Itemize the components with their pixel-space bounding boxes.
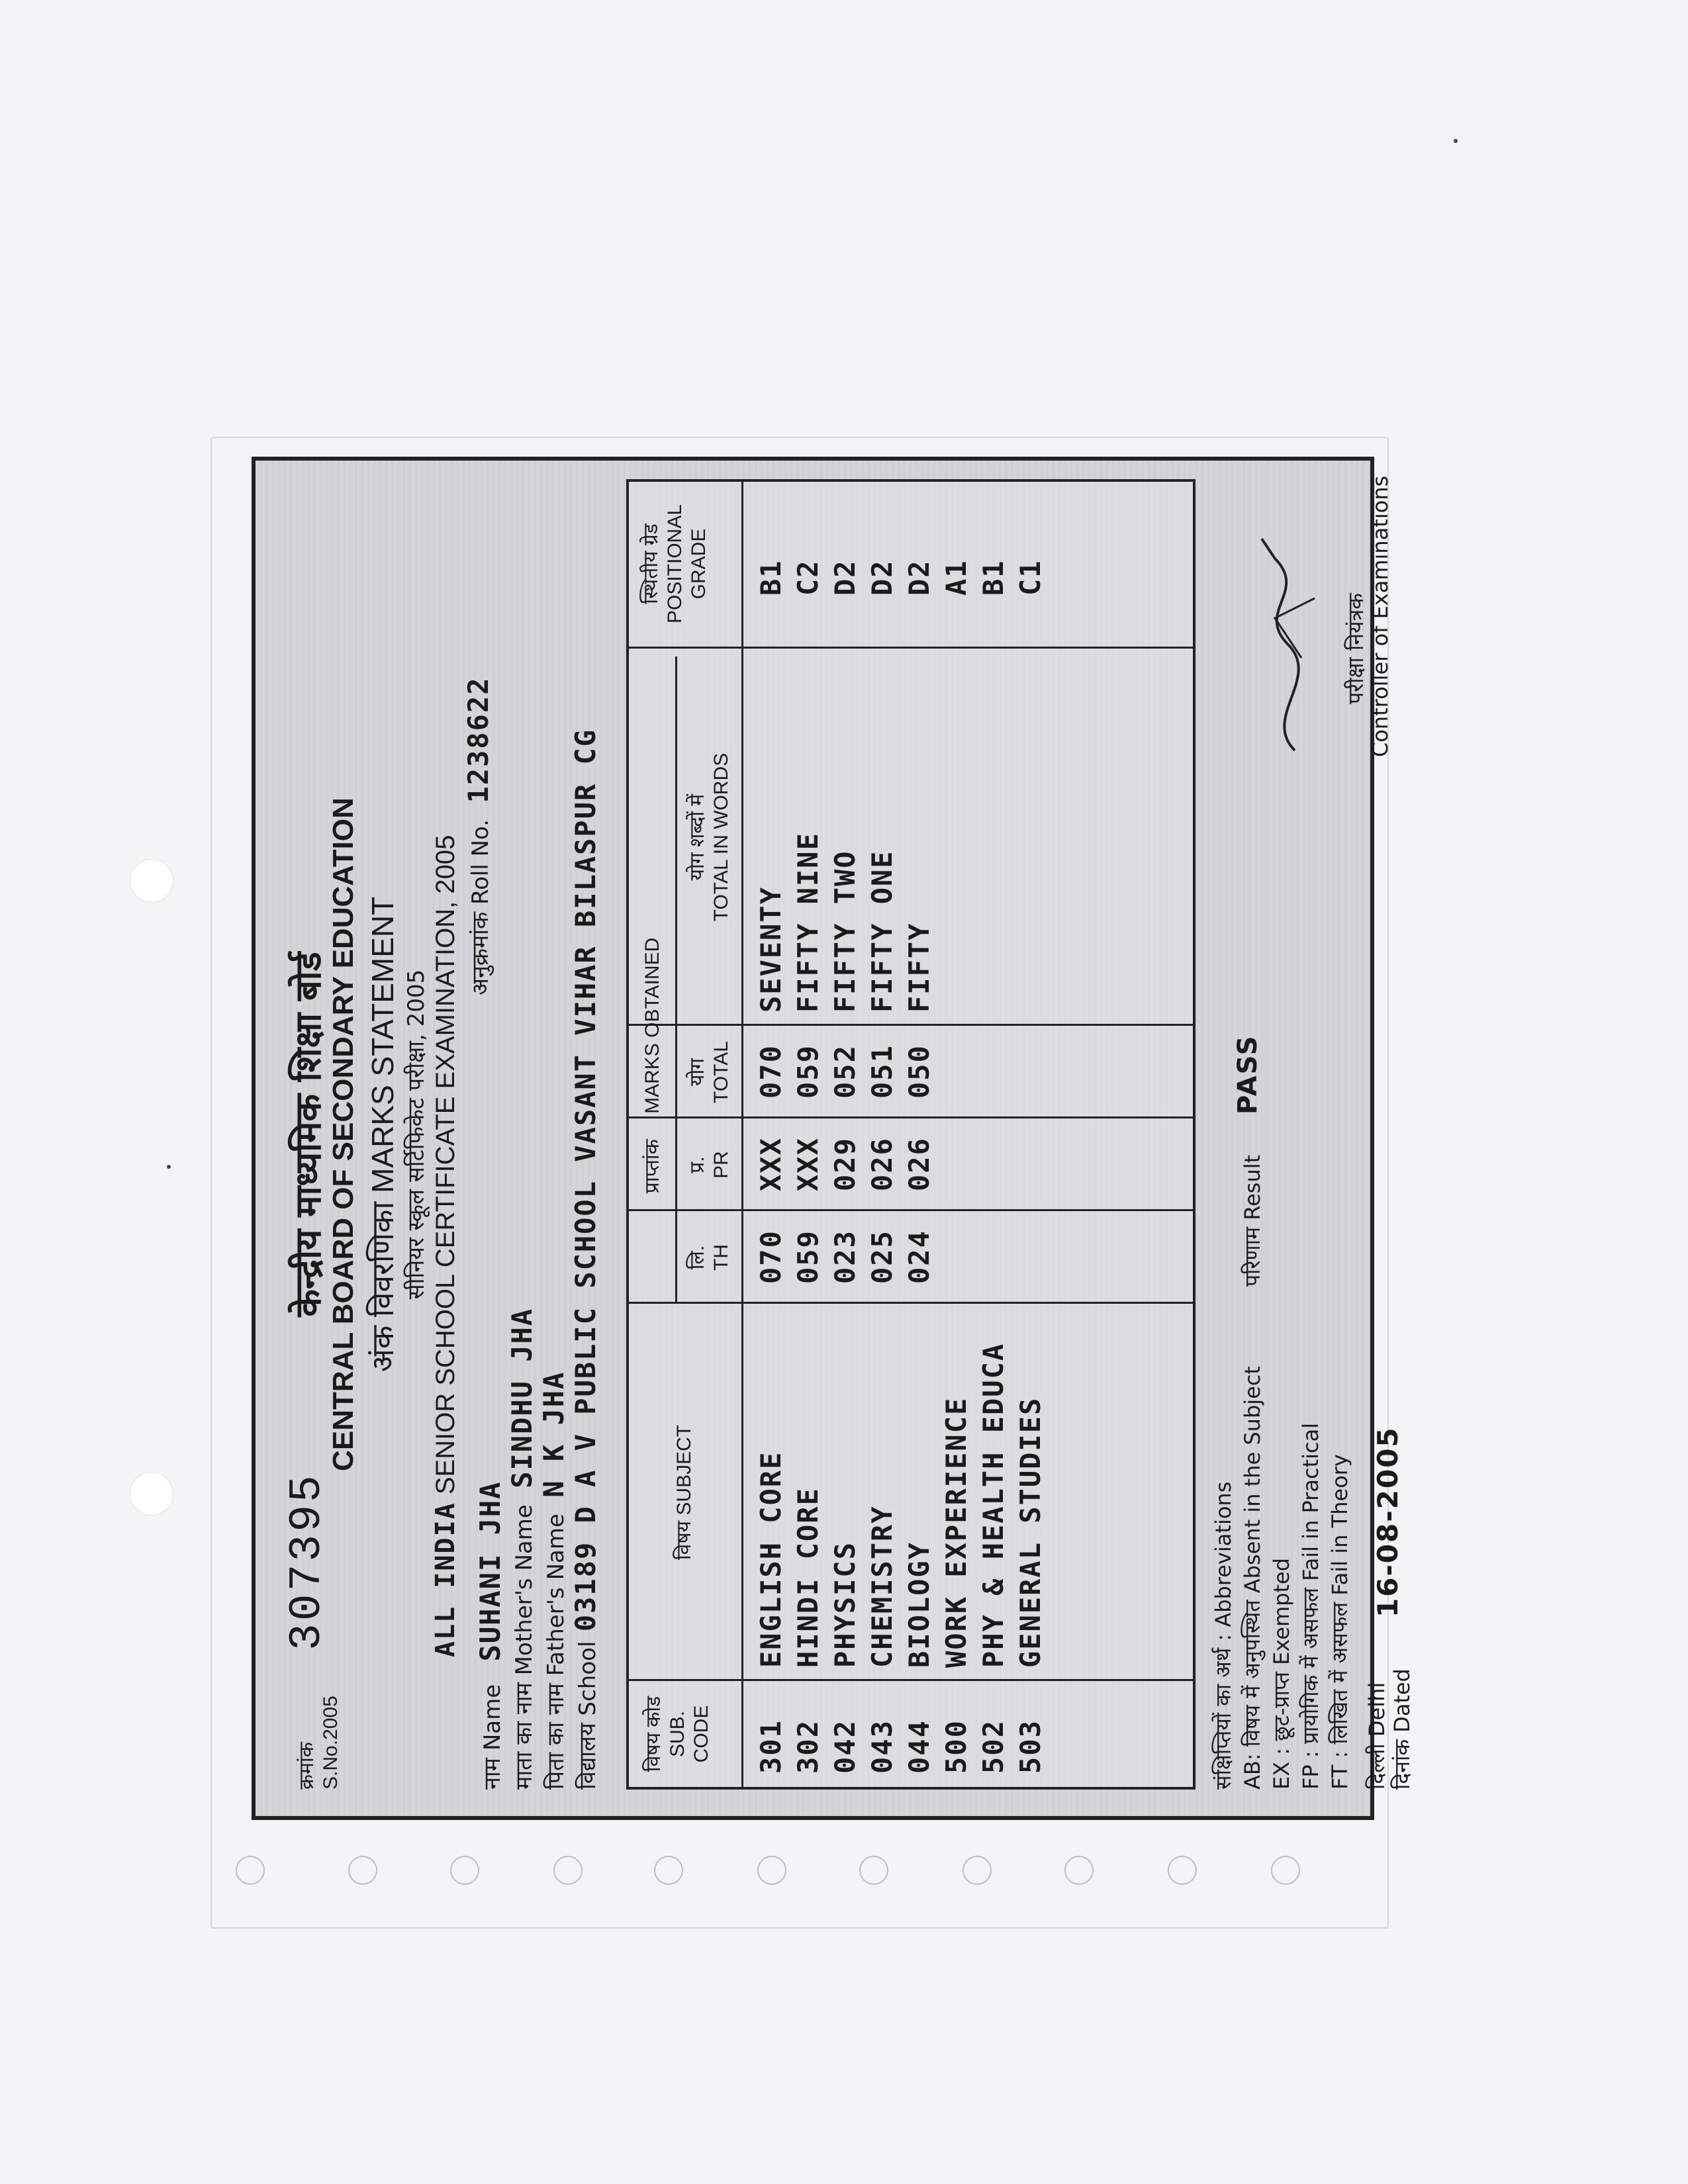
- result-value: PASS: [1233, 1034, 1263, 1115]
- header-grade-hindi: स्थितीय ग्रेड: [640, 523, 662, 604]
- abbr-fail-practical: FP : प्रायोगिक में असफल Fail in Practical: [1298, 1422, 1323, 1790]
- binder-ring: [348, 1856, 377, 1885]
- cell-pr: XXX: [792, 1137, 824, 1191]
- cell-code: 301: [755, 1719, 787, 1774]
- cell-code: 500: [940, 1719, 972, 1774]
- cell-code: 502: [977, 1719, 1009, 1774]
- cell-subject: HINDI CORE: [792, 1487, 824, 1668]
- serial-number: 307395: [282, 1473, 333, 1651]
- header-total: [686, 1026, 733, 1118]
- binder-ring: [859, 1856, 888, 1885]
- cell-subject: BIOLOGY: [903, 1541, 935, 1668]
- certificate-body: [252, 457, 1415, 1820]
- result-label: परिणाम Result: [1240, 1154, 1265, 1287]
- exam-name-english: [430, 835, 461, 1657]
- cell-th: 024: [903, 1230, 935, 1284]
- marks-table: [626, 479, 1196, 1790]
- cell-grade: B1: [977, 559, 1009, 596]
- binder-ring: [450, 1856, 479, 1885]
- abbr-fail-theory: FT : लिखित में असफल Fail in Theory: [1327, 1454, 1352, 1790]
- header-pr: [686, 1118, 733, 1211]
- abbreviations-title: संक्षिप्तियों का अर्थ : Abbreviations: [1211, 1481, 1236, 1790]
- controller-english: Controller of Examinations: [1368, 475, 1393, 757]
- cell-total: 051: [866, 1044, 898, 1099]
- cell-subject: ENGLISH CORE: [755, 1451, 787, 1668]
- header-total-hindi: योग: [686, 1058, 708, 1087]
- cell-grade: B1: [755, 559, 787, 596]
- exam-prefix: ALL INDIA: [430, 1502, 461, 1657]
- cell-subject: PHYSICS: [829, 1541, 861, 1668]
- cell-words: FIFTY: [903, 922, 935, 1013]
- table-row: [1014, 482, 1051, 1787]
- header-sub-code: [642, 1681, 714, 1787]
- binder-ring: [962, 1856, 992, 1885]
- cell-words: SEVENTY: [755, 886, 787, 1013]
- header-grade-english: POSITIONAL GRADE: [664, 504, 710, 624]
- cell-grade: C2: [792, 559, 824, 596]
- table-row: [829, 482, 866, 1787]
- board-name-hindi: केन्द्रीय माध्यमिक शिक्षा बोर्ड: [287, 952, 329, 1317]
- cell-th: 059: [792, 1230, 824, 1284]
- roll-label: अनुक्रमांक Roll No.: [467, 819, 494, 995]
- header-sub-code-hindi: विषय कोड: [643, 1696, 665, 1772]
- cell-words: FIFTY ONE: [866, 850, 898, 1013]
- cell-words: FIFTY TWO: [829, 850, 861, 1013]
- school-row: [569, 729, 602, 1790]
- cell-total: 052: [829, 1044, 861, 1099]
- binder-ring: [757, 1856, 786, 1885]
- mother-row: [506, 1308, 538, 1790]
- date-label: दिनांक Dated: [1389, 1668, 1415, 1790]
- place-label: दिल्ली Delhi: [1364, 1682, 1389, 1790]
- cell-th: 025: [866, 1230, 898, 1284]
- header-marks-hindi: प्राप्तांक: [641, 1139, 663, 1194]
- cell-code: 042: [829, 1719, 861, 1774]
- header-words-hindi: योग शब्दों में: [686, 794, 708, 881]
- sno-label-hindi: क्रमांक: [296, 1742, 318, 1790]
- header-subject: विषय SUBJECT: [673, 1424, 695, 1561]
- cell-words: FIFTY NINE: [792, 832, 824, 1013]
- cell-th: 070: [755, 1230, 787, 1284]
- cell-subject: GENERAL STUDIES: [1014, 1396, 1047, 1668]
- cell-grade: C1: [1014, 559, 1047, 596]
- binder-ring: [1064, 1856, 1094, 1885]
- board-name-english: CENTRAL BOARD OF SECONDARY EDUCATION: [327, 797, 359, 1471]
- table-row: [792, 482, 829, 1787]
- speck: [167, 1165, 171, 1169]
- header-sub-code-english: SUB. CODE: [667, 1705, 712, 1763]
- header-total-english: TOTAL: [710, 1041, 732, 1103]
- father-name: N K JHA: [538, 1371, 570, 1498]
- header-marks-english: MARKS OBTAINED: [641, 937, 663, 1114]
- cell-total: 059: [792, 1044, 824, 1099]
- issue-date: 16-08-2005: [1372, 1426, 1404, 1617]
- abbr-absent: AB: विषय में अनुपस्थित Absent in the Subject: [1240, 1366, 1265, 1790]
- father-label: पिता का नाम Father's Name: [543, 1514, 569, 1790]
- cell-subject: PHY & HEALTH EDUCA: [977, 1342, 1009, 1668]
- cell-code: 302: [792, 1719, 824, 1774]
- header-th-hindi: लि.: [686, 1245, 708, 1270]
- sno-label-english: S.No.2005: [320, 1696, 342, 1790]
- father-row: [538, 1371, 570, 1790]
- cell-th: 023: [829, 1230, 861, 1284]
- header-th: [686, 1211, 733, 1304]
- candidate-name: SUHANI JHA: [474, 1480, 506, 1662]
- cell-code: 503: [1014, 1719, 1047, 1774]
- table-row: [977, 482, 1014, 1787]
- header-pr-hindi: प्र.: [686, 1156, 708, 1173]
- cell-subject: WORK EXPERIENCE: [940, 1396, 972, 1668]
- name-label: नाम Name: [479, 1684, 506, 1790]
- cell-total: 070: [755, 1044, 787, 1099]
- binder-ring: [553, 1856, 583, 1885]
- binder-ring: [1168, 1856, 1197, 1885]
- mother-label: माता का नाम Mother's Name: [511, 1504, 538, 1790]
- binder-ring: [1271, 1856, 1300, 1885]
- name-row: [474, 1481, 506, 1790]
- header-words-english: TOTAL IN WORDS: [710, 752, 732, 922]
- cell-pr: 029: [829, 1137, 861, 1191]
- cell-grade: A1: [940, 559, 972, 596]
- punch-hole-top: [130, 859, 173, 903]
- header-total-words: [686, 649, 733, 1026]
- cell-grade: D2: [829, 559, 861, 596]
- table-row: [903, 482, 940, 1787]
- header-marks-obtained: [641, 827, 665, 1304]
- roll-row: [462, 676, 494, 995]
- controller-hindi: परीक्षा नियंत्रक: [1343, 593, 1368, 704]
- cell-grade: D2: [866, 559, 898, 596]
- cell-pr: XXX: [755, 1137, 787, 1191]
- roll-number: 1238622: [462, 676, 494, 803]
- speck: [1454, 139, 1458, 143]
- table-row: [755, 482, 792, 1787]
- cell-code: 044: [903, 1719, 935, 1774]
- header-pr-english: PR: [710, 1151, 732, 1179]
- binder-ring: [654, 1856, 683, 1885]
- signature: [1248, 519, 1341, 757]
- mother-name: SINDHU JHA: [506, 1307, 538, 1488]
- binder-ring: [236, 1856, 265, 1885]
- school-name: 03189 D A V PUBLIC SCHOOL VASANT VIHAR BILASPUR CG: [569, 728, 602, 1632]
- abbr-exempted: EX : छूट-प्राप्त Exempted: [1269, 1557, 1294, 1790]
- cell-grade: D2: [903, 559, 935, 596]
- header-th-english: TH: [710, 1244, 732, 1271]
- marks-statement-certificate: [252, 457, 1415, 1820]
- punch-hole-middle: [130, 1472, 173, 1516]
- school-label: विद्यालय School: [575, 1641, 601, 1790]
- cell-code: 043: [866, 1719, 898, 1774]
- statement-title: अंक विवरणिका MARKS STATEMENT: [365, 896, 400, 1373]
- table-row: [940, 482, 977, 1787]
- cell-total: 050: [903, 1044, 935, 1099]
- cell-pr: 026: [903, 1137, 935, 1191]
- cell-pr: 026: [866, 1137, 898, 1191]
- table-row: [866, 482, 903, 1787]
- header-positional-grade: [639, 479, 711, 649]
- cell-subject: CHEMISTRY: [866, 1505, 898, 1668]
- exam-name-hindi: सीनियर स्कूल सर्टिफिकेट परीक्षा, 2005: [403, 969, 430, 1300]
- exam-title: SENIOR SCHOOL CERTIFICATE EXAMINATION, 2005: [431, 835, 460, 1495]
